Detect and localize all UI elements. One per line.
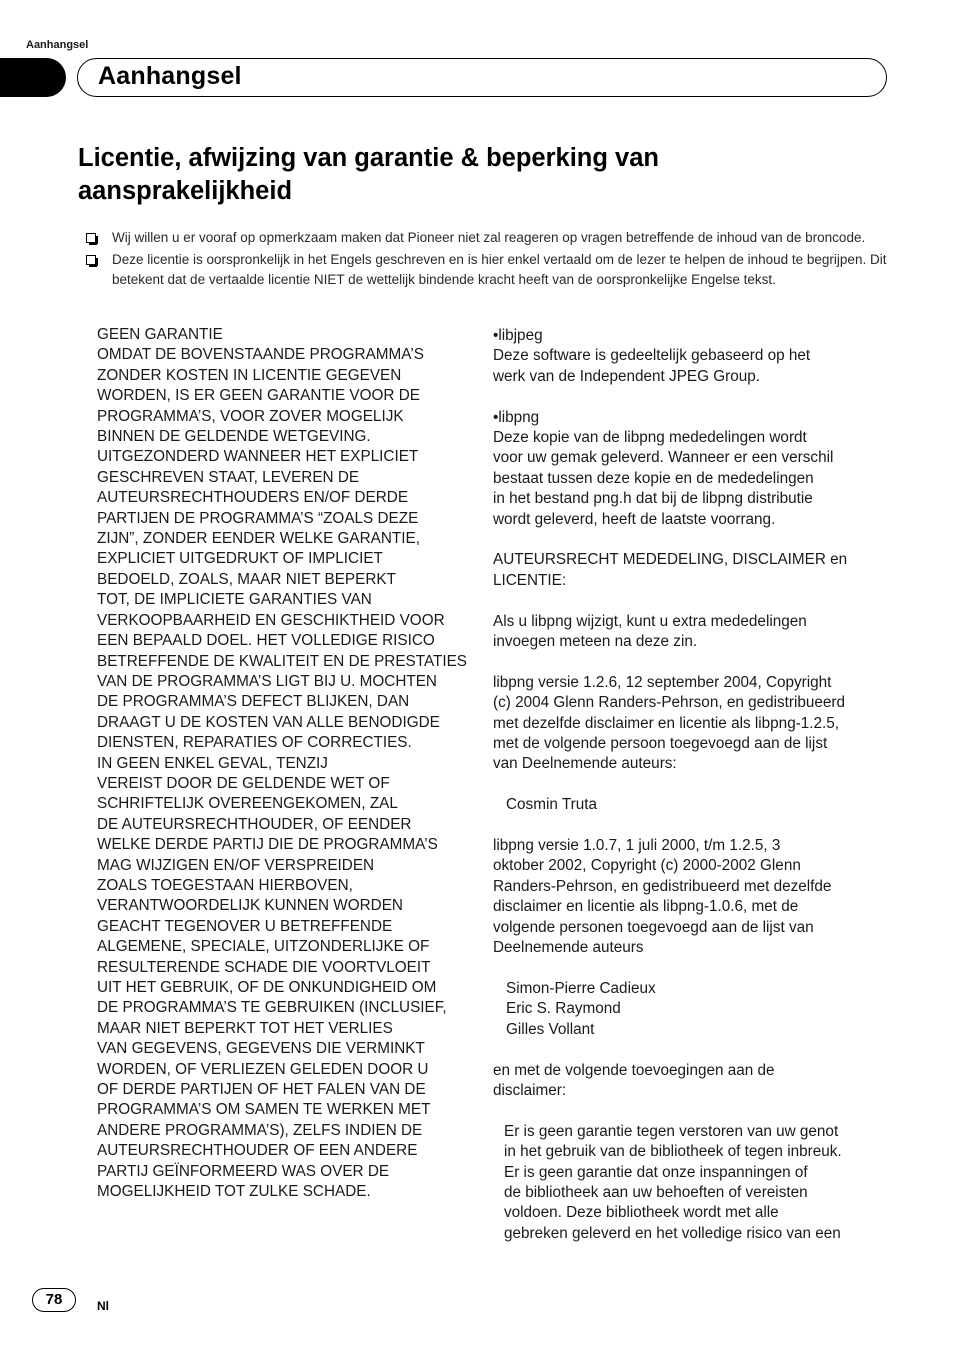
copyright-heading [493,550,873,591]
section-header [77,58,887,97]
text-line: in het bestand png.h dat bij de libpng distributie [493,490,813,508]
text-line: OMDAT DE BOVENSTAANDE PROGRAMMA’S [97,346,424,364]
text-line: DE PROGRAMMA’S TE GEBRUIKEN (INCLUSIEF, [97,999,447,1017]
text-line: OF DERDE PARTIJEN OF HET FALEN VAN DE [97,1081,426,1099]
text-line: gebreken geleverd en het volledige risico van een [504,1224,841,1242]
text-line: WORDEN, OF VERLIEZEN GELEDEN DOOR U [97,1060,429,1078]
left-column-no-warranty [97,325,477,1202]
text-line: libpng versie 1.0.7, 1 juli 2000, t/m 1.2.5, 3 [493,837,781,855]
text-line: VERANTWOORDELIJK KUNNEN WORDEN [97,897,403,915]
note-text: Deze licentie is oorspronkelijk in het Engels geschreven en is hier enkel vertaald om de lezer te helpen de inhoud te begrijpen. Dit betekent dat de vertaalde licentie NIET de wettelijk bindende kracht heeft van de oorspronkelijke Engelse tekst. [112,251,887,287]
disclaimer-text [493,1122,873,1244]
text-line: ALGEMENE, SPECIALE, UITZONDERLIJKE OF [97,938,430,956]
text-line: disclaimer: [493,1081,567,1099]
text-line: in het gebruik van de bibliotheek of tegen inbreuk. [504,1143,842,1161]
text-line: Deze software is gedeeltelijk gebaseerd op het [493,347,811,365]
text-line: voor uw gemak geleverd. Wanneer er een verschil [493,449,834,467]
text-line: VAN DE PROGRAMMA’S LIGT BIJ U. MOCHTEN [97,672,437,690]
text-line: wordt geleverd, heeft de laatste voorrang. [493,510,776,528]
text-line: AUTEURSRECHTHOUDER OF EEN ANDERE [97,1142,418,1160]
text-line: AUTEURSRECHTHOUDERS EN/OF DERDE [97,489,409,507]
text-line: WELKE DERDE PARTIJ DIE DE PROGRAMMA’S [97,836,438,854]
text-line: PROGRAMMA’S OM SAMEN TE WERKEN MET [97,1101,431,1119]
text-line: RESULTERENDE SCHADE DIE VOORTVLOEIT [97,958,431,976]
modify-notice [493,612,873,653]
text-line: UITGEZONDERD WANNEER HET EXPLICIET [97,448,419,466]
text-line: GESCHREVEN STAAT, LEVEREN DE [97,468,360,486]
text-line: GEACHT TEGENOVER U BETREFFENDE [97,917,393,935]
page-heading: Licentie, afwijzing van garantie & beperking van aansprakelijkheid [78,144,659,205]
text-line: disclaimer en licentie als libpng-1.0.6, met de [493,898,799,916]
text-line: VAN GEGEVENS, GEGEVENS DIE VERMINKT [97,1040,425,1058]
checkbox-bullet-icon [86,233,96,243]
text-line: DE PROGRAMMA’S DEFECT BLIJKEN, DAN [97,693,410,711]
text-line: DE AUTEURSRECHTHOUDER, OF EENDER [97,815,412,833]
text-line: werk van de Independent JPEG Group. [493,367,761,385]
text-line: VEREIST DOOR DE GELDENDE WET OF [97,774,390,792]
version-126-notice [493,673,873,775]
author-name: Simon-Pierre Cadieux [506,979,656,997]
note-item [84,228,896,249]
text-line: AUTEURSRECHT MEDEDELING, DISCLAIMER en [493,551,848,569]
author-name: Cosmin Truta [506,796,597,814]
text-line: de bibliotheek aan uw behoeften of vereisten [504,1183,808,1201]
checkbox-bullet-icon [86,255,96,265]
text-line: ZONDER KOSTEN IN LICENTIE GEGEVEN [97,366,402,384]
text-line: Randers-Pehrson, en gedistribueerd met dezelfde [493,877,832,895]
text-line: oktober 2002, Copyright (c) 2000-2002 Glenn [493,857,801,875]
text-line: DIENSTEN, REPARATIES OF CORRECTIES. [97,734,412,752]
text-line: PROGRAMMA’S, VOOR ZOVER MOGELIJK [97,407,404,425]
text-line: bestaat tussen deze kopie en de mededelingen [493,469,814,487]
text-line: Deelnemende auteurs [493,939,644,957]
text-line: MAG WIJZIGEN EN/OF VERSPREIDEN [97,856,375,874]
authors-list [493,979,873,1040]
text-line: Deze kopie van de libpng mededelingen wordt [493,429,807,447]
note-text: Wij willen u er vooraf op opmerkzaam maken dat Pioneer niet zal reageren op vragen betreffende de inhoud van de broncode. [112,230,866,245]
additions-intro [493,1061,873,1102]
text-line: BETREFFENDE DE KWALITEIT EN DE PRESTATIES [97,652,468,670]
notes-list [84,228,896,292]
section-title: Aanhangsel [98,62,242,90]
text-line: ZIJN”, ZONDER EENDER WELKE GARANTIE, [97,530,420,548]
section-tab-marker [0,58,66,97]
running-head: Aanhangsel [26,39,89,51]
right-column-libraries [493,326,873,1244]
text-line: libpng versie 1.2.6, 12 september 2004, Copyright [493,673,832,691]
text-line: IN GEEN ENKEL GEVAL, TENZIJ [97,754,328,772]
text-line: Als u libpng wijzigt, kunt u extra mededelingen [493,612,807,630]
text-line: (c) 2004 Glenn Randers-Pehrson, en gedistribueerd [493,694,846,712]
text-line: EXPLICIET UITGEDRUKT OF IMPLICIET [97,550,383,568]
text-line: met de volgende persoon toegevoegd aan de lijst [493,735,828,753]
version-107-notice [493,836,873,958]
text-line: BINNEN DE GELDENDE WETGEVING. [97,428,371,446]
text-line: BEDOELD, ZOALS, MAAR NIET BEPERKT [97,570,396,588]
text-line: EEN BEPAALD DOEL. HET VOLLEDIGE RISICO [97,632,435,650]
text-line: ZOALS TOEGESTAAN HIERBOVEN, [97,876,353,894]
text-line: MAAR NIET BEPERKT TOT HET VERLIES [97,1019,393,1037]
text-line: WORDEN, IS ER GEEN GARANTIE VOOR DE [97,387,420,405]
text-line: van Deelnemende auteurs: [493,755,677,773]
libpng-title: •libpng [493,408,540,426]
text-line: SCHRIFTELIJK OVEREENGEKOMEN, ZAL [97,795,398,813]
section-label: GEEN GARANTIE [97,326,223,343]
text-line: ANDERE PROGRAMMA’S), ZELFS INDIEN DE [97,1121,423,1139]
text-line: LICENTIE: [493,571,567,589]
page-number: 78 [32,1288,76,1312]
text-line: PARTIJ GEÏNFORMEERD WAS OVER DE [97,1162,390,1180]
author-name: Gilles Vollant [506,1020,595,1038]
text-line: Er is geen garantie dat onze inspanningen of [504,1163,808,1181]
text-line: PARTIJEN DE PROGRAMMA’S “ZOALS DEZE [97,509,419,527]
author-name: Eric S. Raymond [506,1000,621,1018]
text-line: VERKOOPBAARHEID EN GESCHIKTHEID VOOR [97,611,445,629]
libjpeg-title: •libjpeg [493,327,543,344]
text-line: UIT HET GEBRUIK, OF DE ONKUNDIGHEID OM [97,979,437,996]
libjpeg-text [493,346,873,387]
libpng-text [493,428,873,530]
text-line: en met de volgende toevoegingen aan de [493,1061,775,1079]
text-line: invoegen meteen na deze zin. [493,633,698,651]
text-line: Er is geen garantie tegen verstoren van uw genot [504,1122,839,1140]
text-line: voldoen. Deze bibliotheek wordt met alle [504,1204,779,1222]
language-code: Nl [97,1299,109,1313]
note-item [84,250,896,291]
text-line: met dezelfde disclaimer en licentie als libpng-1.2.5, [493,714,840,732]
text-line: DRAAGT U DE KOSTEN VAN ALLE BENODIGDE [97,713,440,731]
text-line: TOT, DE IMPLICIETE GARANTIES VAN [97,591,372,609]
text-line: MOGELIJKHEID TOT ZULKE SCHADE. [97,1183,371,1201]
text-line: volgende personen toegevoegd aan de lijst van [493,918,814,936]
